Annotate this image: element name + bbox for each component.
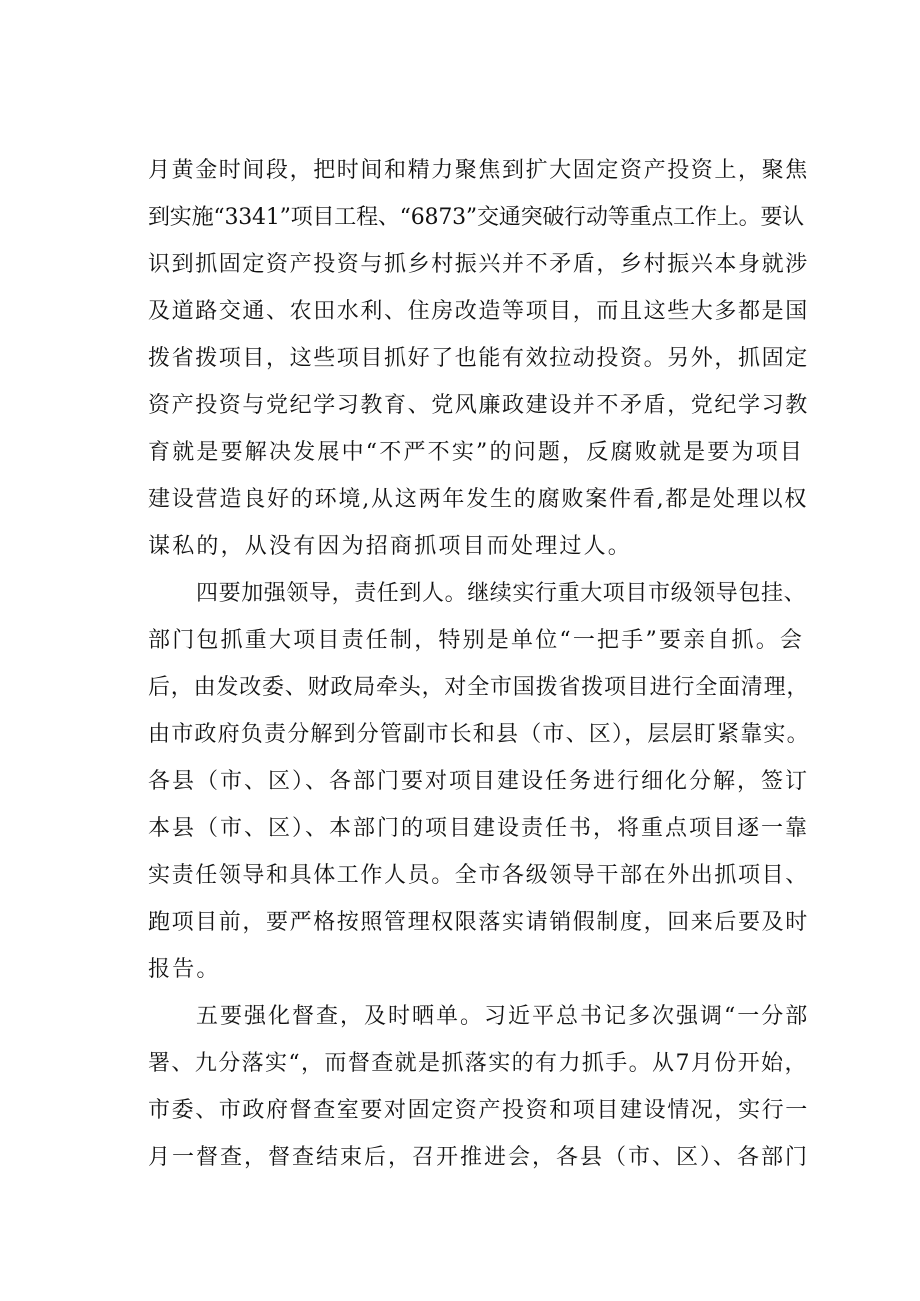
text-line: 本县（市、区）、本部门的项目建设责任书，将重点项目逐一靠 [148,816,810,841]
text-line: 市委、市政府督查室要对固定资产投资和项目建设情况，实行一 [148,1098,809,1123]
text-line: 各县（市、区）、各部门要对项目建设任务进行细化分解，签订 [148,769,810,794]
text-line: 到实施“3341”项目工程、“6873”交通突破行动等重点工作上。要认 [148,205,804,230]
paragraph-start-line: 四要加强领导，责任到人。继续实行重大项目市级领导包挂、 [196,581,807,606]
text-line: 后，由发改委、财政局牵头，对全市国拨省拨项目进行全面清理， [148,675,810,700]
text-line: 实责任领导和具体工作人员。全市各级领导干部在外出抓项目、 [148,863,809,888]
text-line: 拨省拨项目，这些项目抓好了也能有效拉动投资。另外，抓固定 [148,346,809,371]
text-line: 建设营造良好的环境,从这两年发生的腐败案件看,都是处理以权 [148,487,809,512]
paragraph-start-line: 五要强化督查，及时晒单。习近平总书记多次强调“一分部 [196,1004,810,1029]
text-line: 及道路交通、农田水利、住房改造等项目，而且这些大多都是国 [148,299,809,324]
text-line: 跑项目前，要严格按照管理权限落实请销假制度，回来后要及时 [148,910,809,935]
text-line: 报告。 [148,957,221,982]
text-line: 资产投资与党纪学习教育、党风廉政建设并不矛盾，党纪学习教 [148,393,809,418]
text-line: 月一督查，督查结束后，召开推进会，各县（市、区）、各部门 [148,1145,810,1170]
text-line: 署、九分落实“，而督查就是抓落实的有力抓手。从7月份开始， [148,1051,808,1076]
text-line: 部门包抓重大项目责任制，特别是单位“一把手”要亲自抓。会 [148,628,805,653]
text-line: 由市政府负责分解到分管副市长和县（市、区），层层盯紧靠实。 [148,722,810,747]
text-line: 谋私的，从没有因为招商抓项目而处理过人。 [148,534,633,559]
text-line: 识到抓固定资产投资与抓乡村振兴并不矛盾，乡村振兴本身就涉 [148,252,809,277]
text-line: 育就是要解决发展中“不严不实”的问题，反腐败就是要为项目 [148,440,805,465]
text-line: 月黄金时间段，把时间和精力聚焦到扩大固定资产投资上，聚焦 [148,158,809,183]
